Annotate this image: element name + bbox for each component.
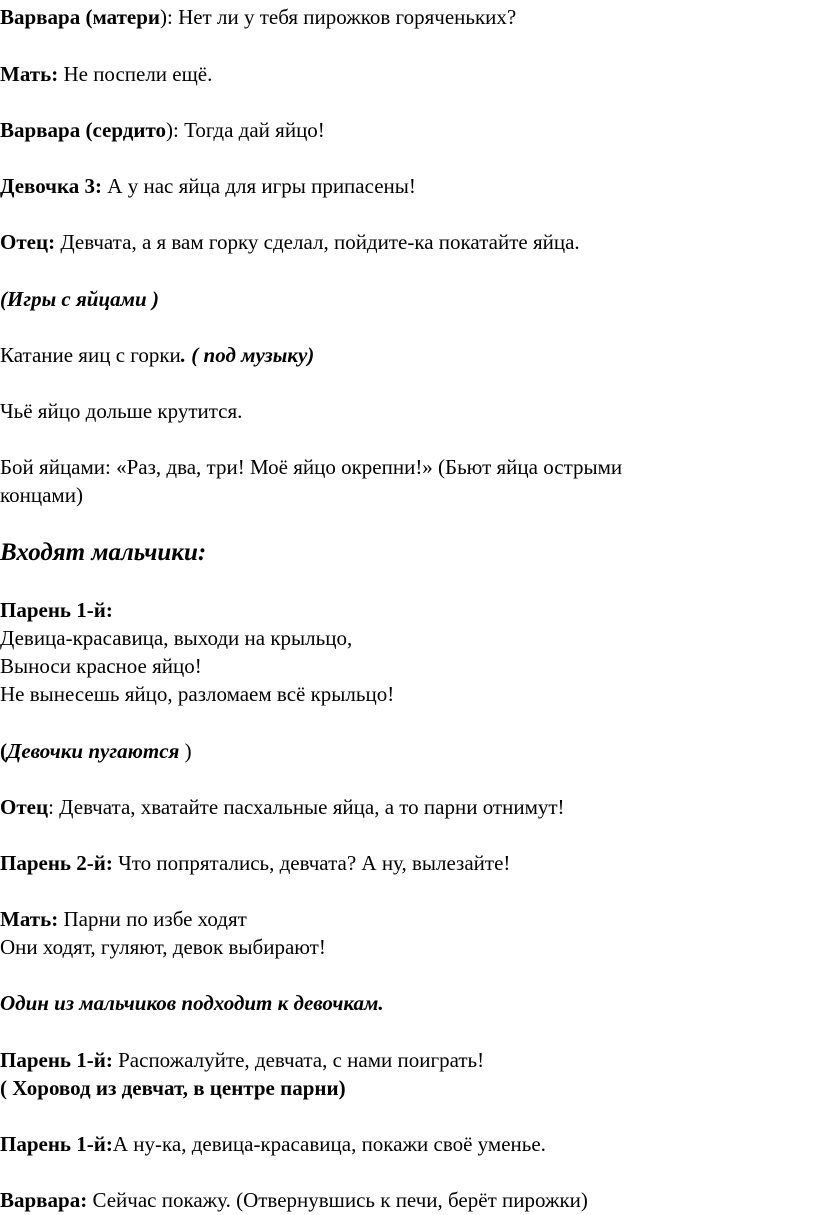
paragraph-egg-fight-line-2: концами) <box>0 483 83 507</box>
speaker-label: Отец: <box>0 230 56 254</box>
paren-open: ( <box>0 739 7 763</box>
line-text: Распожалуйте, девчата, с нами поиграть! <box>112 1048 485 1072</box>
line-text: Сейчас покажу. (Отвернувшись к печи, берёт пирожки) <box>87 1188 588 1212</box>
speaker-label: Варвара (сердито <box>0 118 167 142</box>
speaker-label: Девочка 3: <box>0 174 103 198</box>
paragraph-guy-1-challenge <box>0 1130 546 1159</box>
paragraph-varvara-to-mother <box>0 3 516 32</box>
line-text: А ну-ка, девица-красавица, покажи своё уменье. <box>112 1132 546 1156</box>
speaker-label: Мать: <box>0 62 59 86</box>
stage-direction-games: (Игры с яйцами ) <box>0 287 159 311</box>
stage-direction: . ( под музыку) <box>180 343 315 367</box>
paragraph-egg-rolling <box>0 341 314 370</box>
line-text: Парни по избе ходят <box>58 907 247 931</box>
line-text: : Тогда дай яйцо! <box>173 118 325 142</box>
speaker-label: Варвара (матери <box>0 5 160 29</box>
paragraph-girl-3 <box>0 172 416 201</box>
line-text: : Нет ли у тебя пирожков горяченьких? <box>166 5 517 29</box>
paragraph-egg-fight-line-1: Бой яйцами: «Раз, два, три! Моё яйцо окрепни!» (Бьют яйца острыми <box>0 455 623 479</box>
speaker-label-guy-1: Парень 1-й: <box>0 598 113 622</box>
paragraph-guy-1-invite <box>0 1046 484 1075</box>
line-text: Что попрятались, девчата? А ну, вылезайте! <box>112 851 511 875</box>
line-text: Катание яиц с горки <box>0 343 181 367</box>
speaker-label: Варвара: <box>0 1188 88 1212</box>
paragraph-egg-spinning: Чьё яйцо дольше крутится. <box>0 399 243 423</box>
stage-direction-girls-scared <box>0 737 192 766</box>
verse-line-2: Выноси красное яйцо! <box>0 654 202 678</box>
speaker-label: Мать: <box>0 907 59 931</box>
verse-line-1: Девица-красавица, выходи на крыльцо, <box>0 626 353 650</box>
line-text: А у нас яйца для игры припасены! <box>102 174 416 198</box>
paragraph-mother-2 <box>0 905 247 934</box>
speaker-label: Парень 1-й: <box>0 1132 113 1156</box>
line-text: Не поспели ещё. <box>58 62 213 86</box>
line-text: : Девчата, хватайте пасхальные яйца, а то парни отнимут! <box>48 795 565 819</box>
verse-line-3: Не вынесешь яйцо, разломаем всё крыльцо! <box>0 682 395 706</box>
speaker-label: Парень 2-й: <box>0 851 113 875</box>
section-heading-boys-enter: Входят мальчики: <box>0 539 207 566</box>
paragraph-mother-1 <box>0 60 212 89</box>
stage-direction-boy-approaches: Один из мальчиков подходит к девочкам. <box>0 991 384 1015</box>
paragraph-guy-2 <box>0 849 510 878</box>
stage-direction-round-dance: ( Хоровод из девчат, в центре парни) <box>0 1076 346 1100</box>
paragraph-father-1 <box>0 228 580 257</box>
speaker-label: Отец <box>0 795 49 819</box>
paragraph-varvara-shows <box>0 1186 588 1215</box>
speaker-label: Парень 1-й: <box>0 1048 113 1072</box>
paragraph-mother-2-line-2: Они ходят, гуляют, девок выбирают! <box>0 935 326 959</box>
speaker-paren: ) <box>159 5 167 29</box>
stage-direction: Девочки пугаются <box>7 739 180 763</box>
speaker-paren: ) <box>166 118 174 142</box>
line-text: Девчата, а я вам горку сделал, пойдите-ка покатайте яйца. <box>55 230 580 254</box>
paragraph-father-2 <box>0 793 565 822</box>
paren-close: ) <box>179 739 192 763</box>
paragraph-varvara-angry <box>0 116 325 145</box>
